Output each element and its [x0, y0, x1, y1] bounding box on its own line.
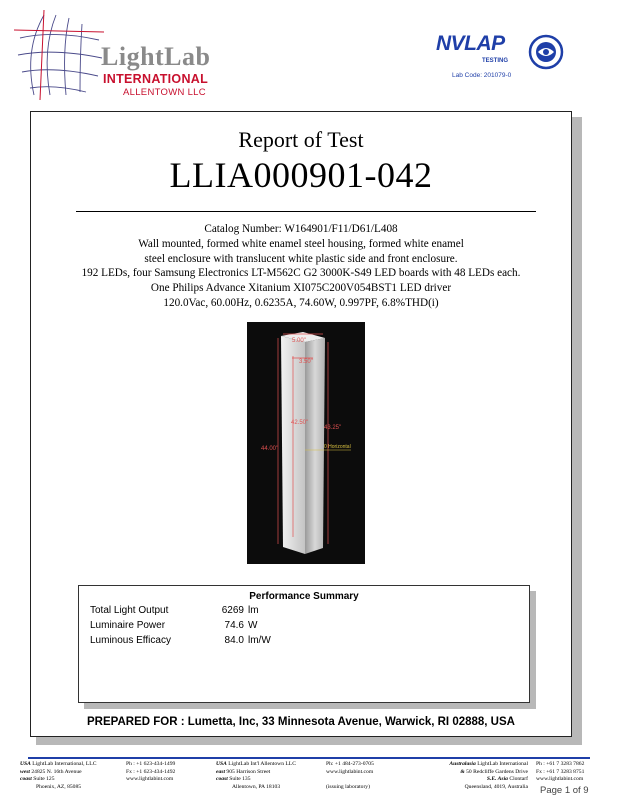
- dim-width: 5.00": [292, 338, 306, 344]
- dim-right-height: 43.25": [324, 425, 342, 431]
- lab-name: LightLab: [101, 42, 211, 71]
- description-line: One Philips Advance Xitanium XI075C200V054BST1 LED driver: [150, 282, 452, 294]
- lightlab-logo: [14, 10, 224, 100]
- perf-value: 84.0: [224, 635, 244, 646]
- description-line: Wall mounted, formed white enamel steel housing, formed white enamel: [138, 238, 464, 250]
- footer-divider: [28, 757, 590, 759]
- footer-allentown-contact: Ph: +1 484-273-0705 www.lightlabint.com (issuing laboratory): [326, 761, 374, 790]
- dim-inner-height: 42.50": [291, 420, 309, 426]
- perf-label: Luminous Efficacy: [90, 635, 171, 646]
- horizontal-label: 0 Horizontal: [324, 444, 351, 450]
- dim-depth: 3.50": [299, 359, 313, 365]
- perf-value: 6269: [221, 605, 244, 616]
- report-heading: Report of Test: [238, 127, 364, 152]
- dim-left-height: 44.00": [261, 446, 279, 452]
- perf-label: Total Light Output: [90, 605, 169, 616]
- nist-seal-icon: [528, 34, 564, 70]
- nvlap-logo: [436, 32, 566, 82]
- footer-phoenix-contact: Ph : +1 623-434-1499 Fx : +1 623-434-1492 www.lightlabint.com: [126, 761, 176, 782]
- footer-phoenix-address: USA LightLab International, LLC west 24825 N. 16th Avenue coast Suite 125 Phoenix, AZ, 85085: [20, 761, 97, 790]
- perf-unit: lm/W: [248, 635, 271, 646]
- catalog-number: Catalog Number: W164901/F11/D61/L408: [204, 223, 398, 235]
- page-number: Page 1 of 9: [540, 785, 589, 796]
- perf-value: 74.6: [224, 620, 244, 631]
- lab-location: ALLENTOWN LLC: [123, 87, 206, 98]
- description-line: steel enclosure with translucent white plastic side and front enclosure.: [144, 253, 458, 265]
- lab-subtitle: INTERNATIONAL: [103, 72, 209, 86]
- luminaire-photo: [247, 322, 365, 564]
- footer-allentown-address: USA LightLab Int'l Allentown LLC east 905 Harrison Street coast Suite 135 Allentown, PA 18103: [216, 761, 296, 790]
- report-number: LLIA000901-042: [169, 155, 433, 195]
- perf-unit: lm: [248, 605, 259, 616]
- lab-code: Lab Code: 201079-0: [452, 72, 512, 79]
- electrical-data: 120.0Vac, 60.00Hz, 0.6235A, 74.60W, 0.997PF, 6.8%THD(i): [163, 297, 439, 309]
- footer-australia-address: Australasia LightLab International & 50 Redcliffe Gardens Drive S.E. Asia Clontarf Queensland, 4019, Australia: [449, 761, 528, 790]
- nvlap-wordmark: NVLAP: [436, 32, 505, 55]
- description-line: 192 LEDs, four Samsung Electronics LT-M562C G2 3000K-S49 LED boards with 48 LEDs each.: [81, 267, 521, 279]
- nvlap-testing: TESTING: [482, 58, 509, 64]
- title-divider: [76, 211, 536, 212]
- prepared-for: PREPARED FOR : Lumetta, Inc, 33 Minnesota Avenue, Warwick, RI 02888, USA: [87, 716, 515, 728]
- globe-grid-icon: [14, 10, 109, 100]
- performance-title: Performance Summary: [249, 591, 359, 602]
- perf-label: Luminaire Power: [90, 620, 166, 631]
- perf-unit: W: [248, 620, 258, 631]
- footer-australia-contact: Ph : +61 7 3283 7862 Fx : +61 7 3283 8751 www.lightlabint.com: [536, 761, 585, 782]
